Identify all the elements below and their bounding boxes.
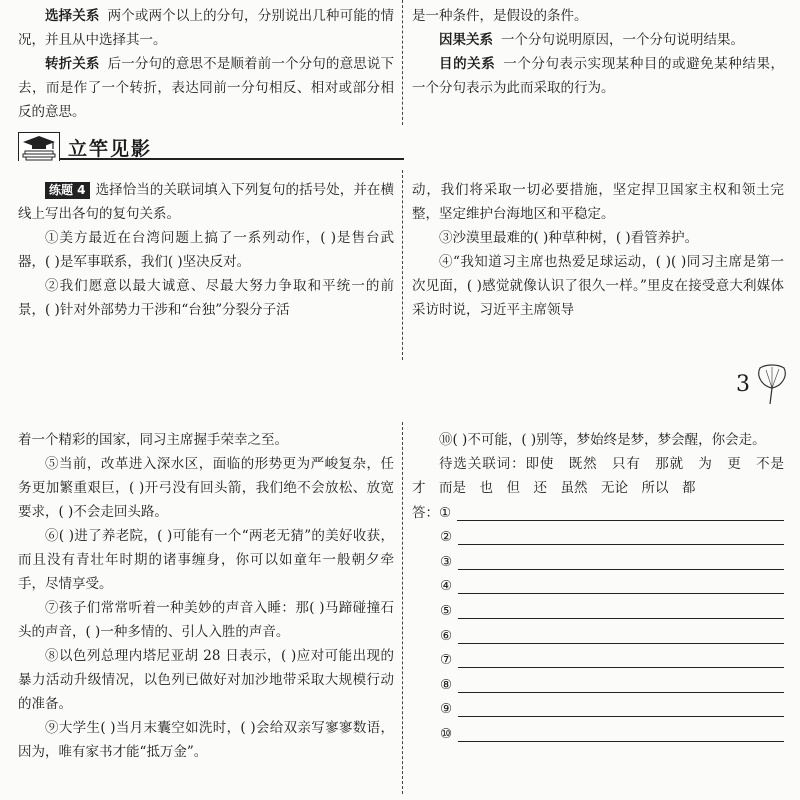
question-4-continued: 着一个精彩的国家，同习主席握手荣幸之至。	[18, 432, 288, 448]
answer-lines	[412, 500, 784, 746]
answer-number: ⑩	[440, 725, 453, 742]
answer-line[interactable]	[458, 627, 784, 644]
graduation-cap-books-icon	[18, 132, 60, 161]
answer-number: ⑤	[440, 602, 453, 619]
answer-line[interactable]	[458, 700, 784, 717]
section-banner	[18, 132, 404, 162]
column-divider-top	[402, 0, 403, 125]
answer-line[interactable]	[458, 651, 784, 668]
column-divider-bottom	[402, 422, 403, 794]
answer-number: ⑥	[440, 627, 453, 644]
answer-number: ②	[440, 529, 453, 546]
term-purpose-text: 一个分句表示实现某种目的或避免某种结果，一个分句表示为此而采取的行为。	[412, 56, 785, 96]
page-number: 3	[736, 372, 750, 397]
answer-line[interactable]	[458, 602, 784, 619]
answer-number: ⑦	[440, 652, 453, 669]
bottom-left-column	[18, 428, 394, 764]
answer-number: ①	[439, 504, 452, 521]
top-right-column	[412, 4, 784, 100]
term-cause-effect-text: 一个分句说明原因，一个分句说明结果。	[501, 32, 744, 48]
term-choice: 选择关系	[45, 8, 100, 24]
term-cause-effect: 因果关系	[439, 32, 493, 48]
word-bank: 待选关联词：即使 既然 只有 那就 为 更 不是 才 而是 也 但 还 虽然 无论 所以 都	[412, 456, 798, 496]
mid-right-column	[412, 178, 784, 322]
answer-number: ④	[440, 578, 453, 595]
continued-text: 是一种条件，是假设的条件。	[412, 8, 588, 24]
ginkgo-leaf-icon	[752, 362, 792, 406]
answer-row-5	[412, 598, 784, 623]
answer-number: ⑧	[440, 676, 453, 693]
term-choice-text: 两个或两个以上的分句，分别说出几种可能的情况，并且从中选择其一。	[18, 8, 395, 48]
answer-line[interactable]	[458, 725, 784, 742]
answer-row-6	[412, 623, 784, 648]
answer-line[interactable]	[457, 504, 784, 521]
question-2-continued: 动，我们将采取一切必要措施，坚定捍卫国家主权和领土完整，坚定维护台海地区和平稳定。	[412, 182, 784, 222]
question-8: ⑧以色列总理内塔尼亚胡 28 日表示，( )应对可能出现的暴力活动升级情况，以色列已做好对加沙地带采取大规模行动的准备。	[18, 648, 394, 712]
banner-title: 立竿见影	[68, 138, 153, 160]
top-left-column	[18, 4, 394, 124]
question-1: ①美方最近在台湾问题上搞了一系列动作，( )是售台武器，( )是军事联系，我们( )坚决反对。	[18, 230, 394, 270]
question-5: ⑤当前，改革进入深水区，面临的形势更为严峻复杂，任务更加繁重艰巨，( )开弓没有回头箭，我们绝不会放松、放宽要求，( )不会走回头路。	[18, 456, 394, 520]
answer-row-2	[412, 525, 784, 550]
answer-line[interactable]	[458, 553, 784, 570]
answer-row-8	[412, 672, 784, 697]
column-divider-mid	[402, 170, 403, 360]
question-10: ⑩( )不可能，( )别等，梦始终是梦，梦会醒，你会走。	[439, 432, 766, 448]
term-purpose: 目的关系	[439, 56, 496, 72]
question-9: ⑨大学生( )当月末囊空如洗时，( )会给双亲写寥寥数语，因为，唯有家书才能“抵万金”。	[18, 720, 394, 760]
answer-row-7	[412, 648, 784, 673]
answer-lead: 答：	[412, 504, 439, 521]
question-6: ⑥( )进了养老院，( )可能有一个“两老无猜”的美好收获，而且没有青壮年时期的诸事缠身，你可以如童年一般朝夕牵手，尽情享受。	[18, 528, 394, 592]
question-3: ③沙漠里最难的( )种草种树，( )看管养护。	[439, 230, 699, 246]
answer-line[interactable]	[458, 528, 784, 545]
answer-row-9	[412, 697, 784, 722]
answer-number: ③	[440, 553, 453, 570]
bottom-right-column	[412, 428, 798, 746]
answer-number: ⑨	[440, 701, 453, 718]
mid-left-column	[18, 178, 394, 322]
term-transition-text: 后一分句的意思不是顺着前一个分句的意思说下去，而是作了一个转折，表达同前一分句相反、相对或部分相反的意思。	[18, 56, 395, 120]
answer-row-4	[412, 574, 784, 599]
term-transition: 转折关系	[45, 56, 100, 72]
answer-line[interactable]	[458, 676, 784, 693]
answer-line[interactable]	[458, 577, 784, 594]
question-4: ④“我知道习主席也热爱足球运动，( )( )同习主席是第一次见面，( )感觉就像认识了很久一样。”里皮在接受意大利媒体采访时说，习近平主席领导	[412, 254, 784, 318]
question-2: ②我们愿意以最大诚意、尽最大努力争取和平统一的前景，( )针对外部势力干涉和“台独”分裂分子活	[18, 278, 394, 318]
exercise-intro: 选择恰当的关联词填入下列复句的括号处，并在横线上写出各句的复句关系。	[18, 182, 394, 222]
answer-row-1	[412, 500, 784, 525]
answer-row-10	[412, 721, 784, 746]
answer-row-3	[412, 549, 784, 574]
question-7: ⑦孩子们常常听着一种美妙的声音入睡：那( )马蹄碰撞石头的声音，( )一种多情的、引人入胜的声音。	[18, 600, 394, 640]
exercise-tag: 练题 4	[45, 182, 90, 199]
